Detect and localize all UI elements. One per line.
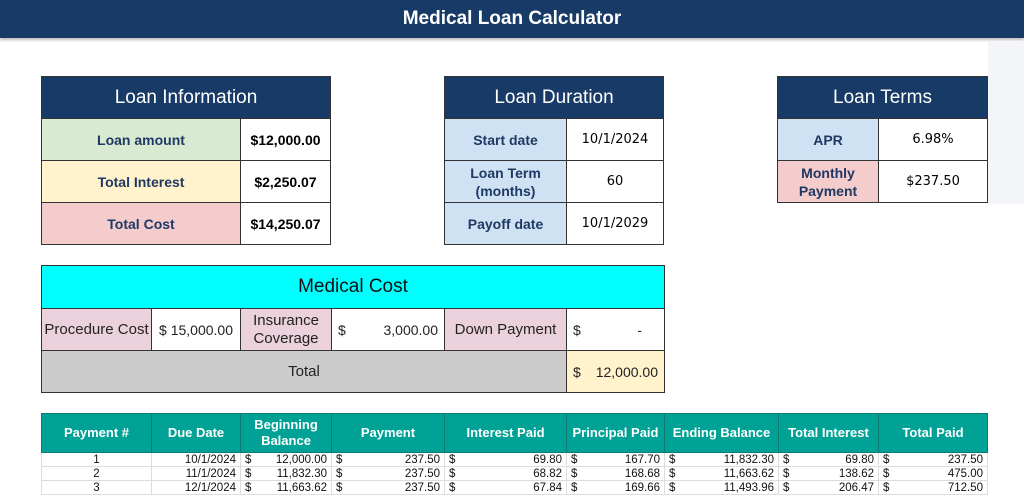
currency-symbol: $ xyxy=(336,481,343,494)
table-cell xyxy=(779,467,879,481)
column-header: Beginning Balance xyxy=(241,414,332,453)
scroll-area xyxy=(988,42,1024,204)
amount: 67.84 xyxy=(533,481,562,494)
table-cell xyxy=(445,453,567,467)
amount: 11,663.62 xyxy=(276,481,327,494)
amount: 237.50 xyxy=(404,453,440,466)
down-payment-value[interactable] xyxy=(566,308,665,351)
monthly-payment-label: Monthly Payment xyxy=(777,160,879,203)
currency-symbol: $ xyxy=(449,467,456,480)
amortization-table xyxy=(41,413,988,495)
amount: 237.50 xyxy=(404,467,440,480)
table-row xyxy=(42,453,988,467)
medical-cost-header: Medical Cost xyxy=(41,265,665,309)
table-cell xyxy=(445,481,567,495)
currency-symbol: $ xyxy=(245,481,252,494)
table-cell xyxy=(665,467,779,481)
table-cell xyxy=(779,481,879,495)
table-cell: 3 xyxy=(42,481,152,495)
table-cell xyxy=(241,467,332,481)
procedure-cost-label: Procedure Cost xyxy=(41,308,152,351)
currency-symbol: $ xyxy=(245,467,252,480)
amount: 237.50 xyxy=(404,481,440,494)
loan-duration-header: Loan Duration xyxy=(444,76,664,119)
loan-term-label: Loan Term (months) xyxy=(444,160,567,203)
table-row xyxy=(42,467,988,481)
table-cell xyxy=(241,453,332,467)
amount: 168.68 xyxy=(624,467,660,480)
currency-symbol: $ xyxy=(571,467,578,480)
table-cell xyxy=(332,453,445,467)
table-cell: 10/1/2024 xyxy=(152,453,241,467)
amount: 167.70 xyxy=(624,453,660,466)
currency-symbol: $ xyxy=(336,453,343,466)
table-row xyxy=(42,481,988,495)
currency-symbol: $ xyxy=(336,467,343,480)
currency-symbol: $ xyxy=(669,453,676,466)
amount: 712.50 xyxy=(947,481,983,494)
table-cell xyxy=(665,453,779,467)
table-cell xyxy=(879,481,988,495)
currency-symbol: $ xyxy=(883,453,890,466)
table-cell xyxy=(241,481,332,495)
currency-symbol: $ xyxy=(338,321,346,338)
down-payment-label: Down Payment xyxy=(444,308,567,351)
table-cell: 2 xyxy=(42,467,152,481)
currency-symbol: $ xyxy=(669,467,676,480)
table-cell xyxy=(779,453,879,467)
total-interest-value: $2,250.07 xyxy=(240,160,331,203)
table-cell xyxy=(879,453,988,467)
amount: 68.82 xyxy=(533,467,562,480)
currency-symbol: $ xyxy=(449,481,456,494)
table-cell xyxy=(567,453,665,467)
monthly-payment-value: $237.50 xyxy=(878,160,988,203)
amount: - xyxy=(637,321,642,338)
start-date-value[interactable]: 10/1/2024 xyxy=(566,118,664,161)
currency-symbol: $ xyxy=(571,481,578,494)
currency-symbol: $ xyxy=(573,321,581,338)
loan-information-header: Loan Information xyxy=(41,76,331,119)
currency-symbol: $ xyxy=(783,453,790,466)
table-cell xyxy=(665,481,779,495)
table-cell xyxy=(332,481,445,495)
column-header: Ending Balance xyxy=(665,414,779,453)
column-header: Total Paid xyxy=(879,414,988,453)
column-header: Principal Paid xyxy=(567,414,665,453)
apr-value[interactable]: 6.98% xyxy=(878,118,988,161)
currency-symbol: $ xyxy=(573,363,581,380)
table-cell: 12/1/2024 xyxy=(152,481,241,495)
payoff-date-label: Payoff date xyxy=(444,202,567,245)
table-cell xyxy=(567,481,665,495)
table-cell xyxy=(445,467,567,481)
total-value xyxy=(566,350,665,393)
column-header: Due Date xyxy=(152,414,241,453)
currency-symbol: $ xyxy=(783,481,790,494)
currency-symbol: $ xyxy=(883,481,890,494)
table-cell xyxy=(567,467,665,481)
amount: 11,493.96 xyxy=(723,481,774,494)
column-header: Payment # xyxy=(42,414,152,453)
start-date-label: Start date xyxy=(444,118,567,161)
amount: 11,832.30 xyxy=(723,453,774,466)
currency-symbol: $ xyxy=(669,481,676,494)
amount: 206.47 xyxy=(838,481,874,494)
amount: 69.80 xyxy=(845,453,874,466)
amount: 11,832.30 xyxy=(276,467,327,480)
currency-symbol: $ xyxy=(245,453,252,466)
amount: 138.62 xyxy=(838,467,874,480)
total-label: Total xyxy=(41,350,567,393)
apr-label: APR xyxy=(777,118,879,161)
column-header: Interest Paid xyxy=(445,414,567,453)
currency-symbol: $ xyxy=(783,467,790,480)
currency-symbol: $ xyxy=(449,453,456,466)
loan-term-value[interactable]: 60 xyxy=(566,160,664,203)
amount: 237.50 xyxy=(947,453,983,466)
amount: 12,000.00 xyxy=(275,453,327,466)
amount: 169.66 xyxy=(624,481,660,494)
insurance-coverage-label: Insurance Coverage xyxy=(240,308,332,351)
column-header: Payment xyxy=(332,414,445,453)
payoff-date-value: 10/1/2029 xyxy=(566,202,664,245)
table-cell xyxy=(332,467,445,481)
amount: 3,000.00 xyxy=(383,321,438,338)
total-interest-label: Total Interest xyxy=(41,160,241,203)
column-header: Total Interest xyxy=(779,414,879,453)
total-cost-value: $14,250.07 xyxy=(240,202,331,245)
page-title: Medical Loan Calculator xyxy=(0,0,1024,38)
insurance-coverage-value[interactable] xyxy=(331,308,445,351)
currency-symbol: $ xyxy=(883,467,890,480)
table-cell: 1 xyxy=(42,453,152,467)
amount: 12,000.00 xyxy=(595,363,658,380)
loan-terms-header: Loan Terms xyxy=(777,76,988,119)
procedure-cost-value[interactable]: $ 15,000.00 xyxy=(151,308,241,351)
amount: 475.00 xyxy=(947,467,983,480)
currency-symbol: $ xyxy=(571,453,578,466)
amount: 69.80 xyxy=(533,453,562,466)
loan-amount-value[interactable]: $12,000.00 xyxy=(240,118,331,161)
table-cell: 11/1/2024 xyxy=(152,467,241,481)
table-cell xyxy=(879,467,988,481)
loan-amount-label: Loan amount xyxy=(41,118,241,161)
total-cost-label: Total Cost xyxy=(41,202,241,245)
amount: 11,663.62 xyxy=(723,467,774,480)
